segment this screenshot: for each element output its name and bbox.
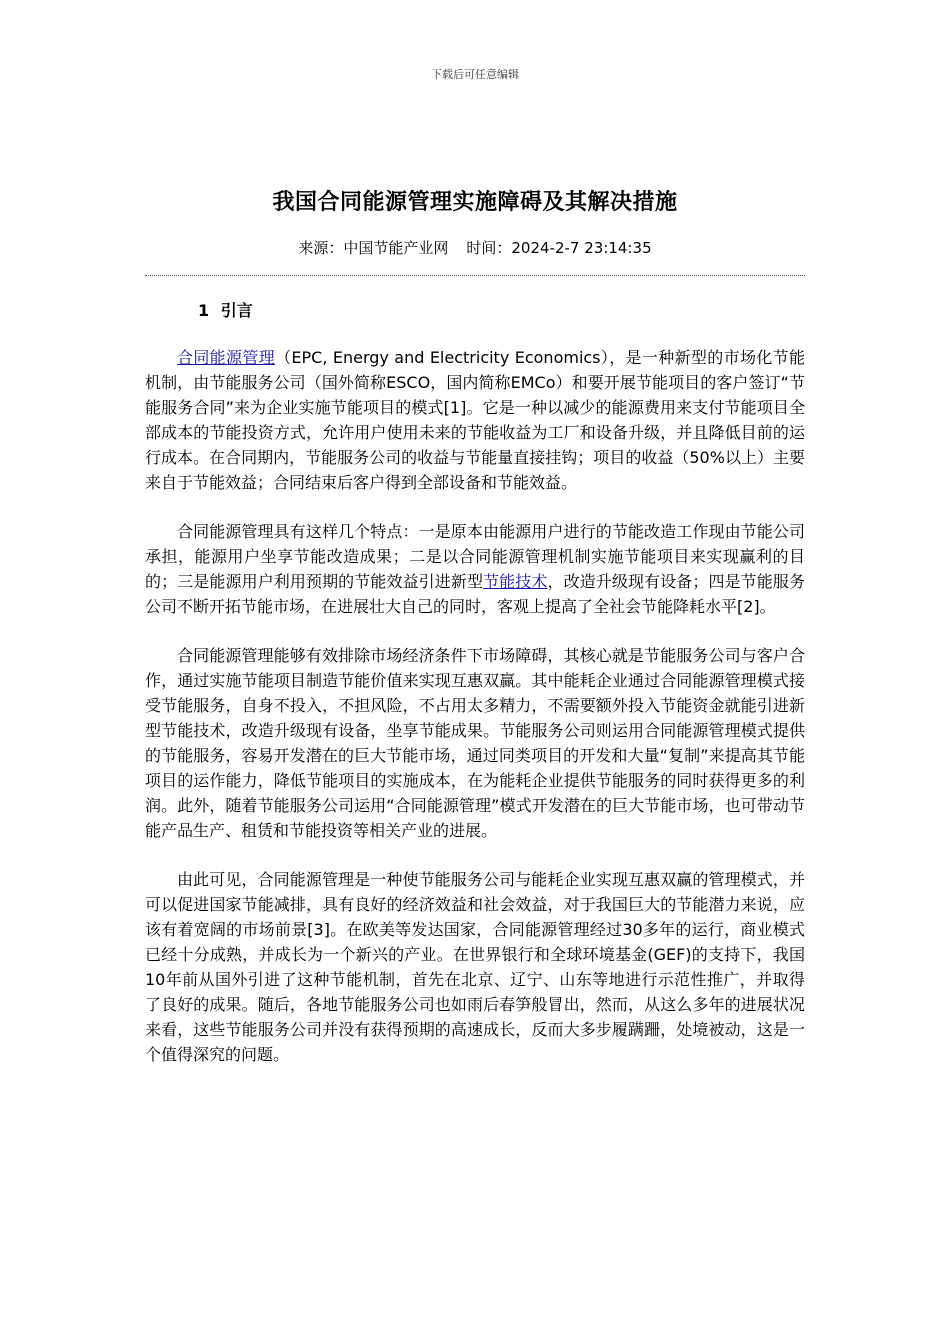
link-contract-energy-management[interactable]: 合同能源管理 xyxy=(177,348,276,367)
article-time: 时间：2024-2-7 23:14:35 xyxy=(466,239,652,257)
paragraph-2 xyxy=(145,519,805,619)
section-number: 1 xyxy=(198,301,210,320)
article-source: 来源：中国节能产业网 xyxy=(298,239,449,257)
paragraph-1 xyxy=(145,345,805,495)
paragraph-1-text: （EPC, Energy and Electricity Economics），是一种新型的市场化节能机制，由节能服务公司（国外简称ESCO，国内简称EMCo）和要开展节能项目的客户签订“节能服务合同”来为企业实施节能项目的模式[1]。它是一种以减少的能源费用来支付节能项目全部成本的节能投资方式，允许用户使用未来的节能收益为工厂和设备升级，并且降低目前的运行成本。在合同期内，节能服务公司的收益与节能量直接挂钩；项目的收益（50%以上）主要来自于节能效益；合同结束后客户得到全部设备和节能效益。 xyxy=(145,348,805,492)
link-energy-saving-technology[interactable]: 节能技术 xyxy=(483,572,548,591)
paragraph-2-text-after: ，改造升级现有设备；四是节能服务公司不断开拓节能市场，在进展壮大自己的同时，客观上提高了全社会节能降耗水平[2]。 xyxy=(145,572,805,616)
paragraph-3: 合同能源管理能够有效排除市场经济条件下市场障碍，其核心就是节能服务公司与客户合作，通过实施节能项目制造节能价值来实现互惠双赢。其中能耗企业通过合同能源管理模式接受节能服务，自身不投入，不担风险，不占用太多精力，不需要额外投入节能资金就能引进新型节能技术，改造升级现有设备，坐享节能成果。节能服务公司则运用合同能源管理模式提供的节能服务，容易开发潜在的巨大节能市场，通过同类项目的开发和大量“复制”来提高其节能项目的运作能力，降低节能项目的实施成本，在为能耗企业提供节能服务的同时获得更多的利润。此外，随着节能服务公司运用“合同能源管理”模式开发潜在的巨大节能市场，也可带动节能产品生产、租赁和节能投资等相关产业的进展。 xyxy=(145,646,805,840)
article-body xyxy=(145,298,805,1091)
section-title: 引言 xyxy=(220,301,253,320)
paragraph-2-text-before: 合同能源管理具有这样几个特点：一是原本由能源用户进行的节能改造工作现由节能公司承担，能源用户坐享节能改造成果；二是以合同能源管理机制实施节能项目来实现赢利的目的；三是能源用户利用预期的节能效益引进新型 xyxy=(145,522,805,591)
paragraph-4: 由此可见，合同能源管理是一种使节能服务公司与能耗企业实现互惠双赢的管理模式，并可以促进国家节能减排，具有良好的经济效益和社会效益，对于我国巨大的节能潜力来说，应该有着宽阔的市场前景[3]。在欧美等发达国家，合同能源管理经过30多年的运行，商业模式已经十分成熟，并成长为一个新兴的产业。在世界银行和全球环境基金(GEF)的支持下，我国10年前从国外引进了这种节能机制，首先在北京、辽宁、山东等地进行示范性推广，并取得了良好的成果。随后，各地节能服务公司也如雨后春笋般冒出，然而，从这么多年的进展状况来看，这些节能服务公司并没有获得预期的高速成长，反而大多步履蹒跚，处境被动，这是一个值得深究的问题。 xyxy=(145,870,805,1064)
dotted-divider xyxy=(145,275,805,276)
article-meta xyxy=(0,237,950,258)
download-note: 下载后可任意编辑 xyxy=(431,68,519,81)
section-heading xyxy=(198,298,805,323)
article-title: 我国合同能源管理实施障碍及其解决措施 xyxy=(272,189,678,215)
